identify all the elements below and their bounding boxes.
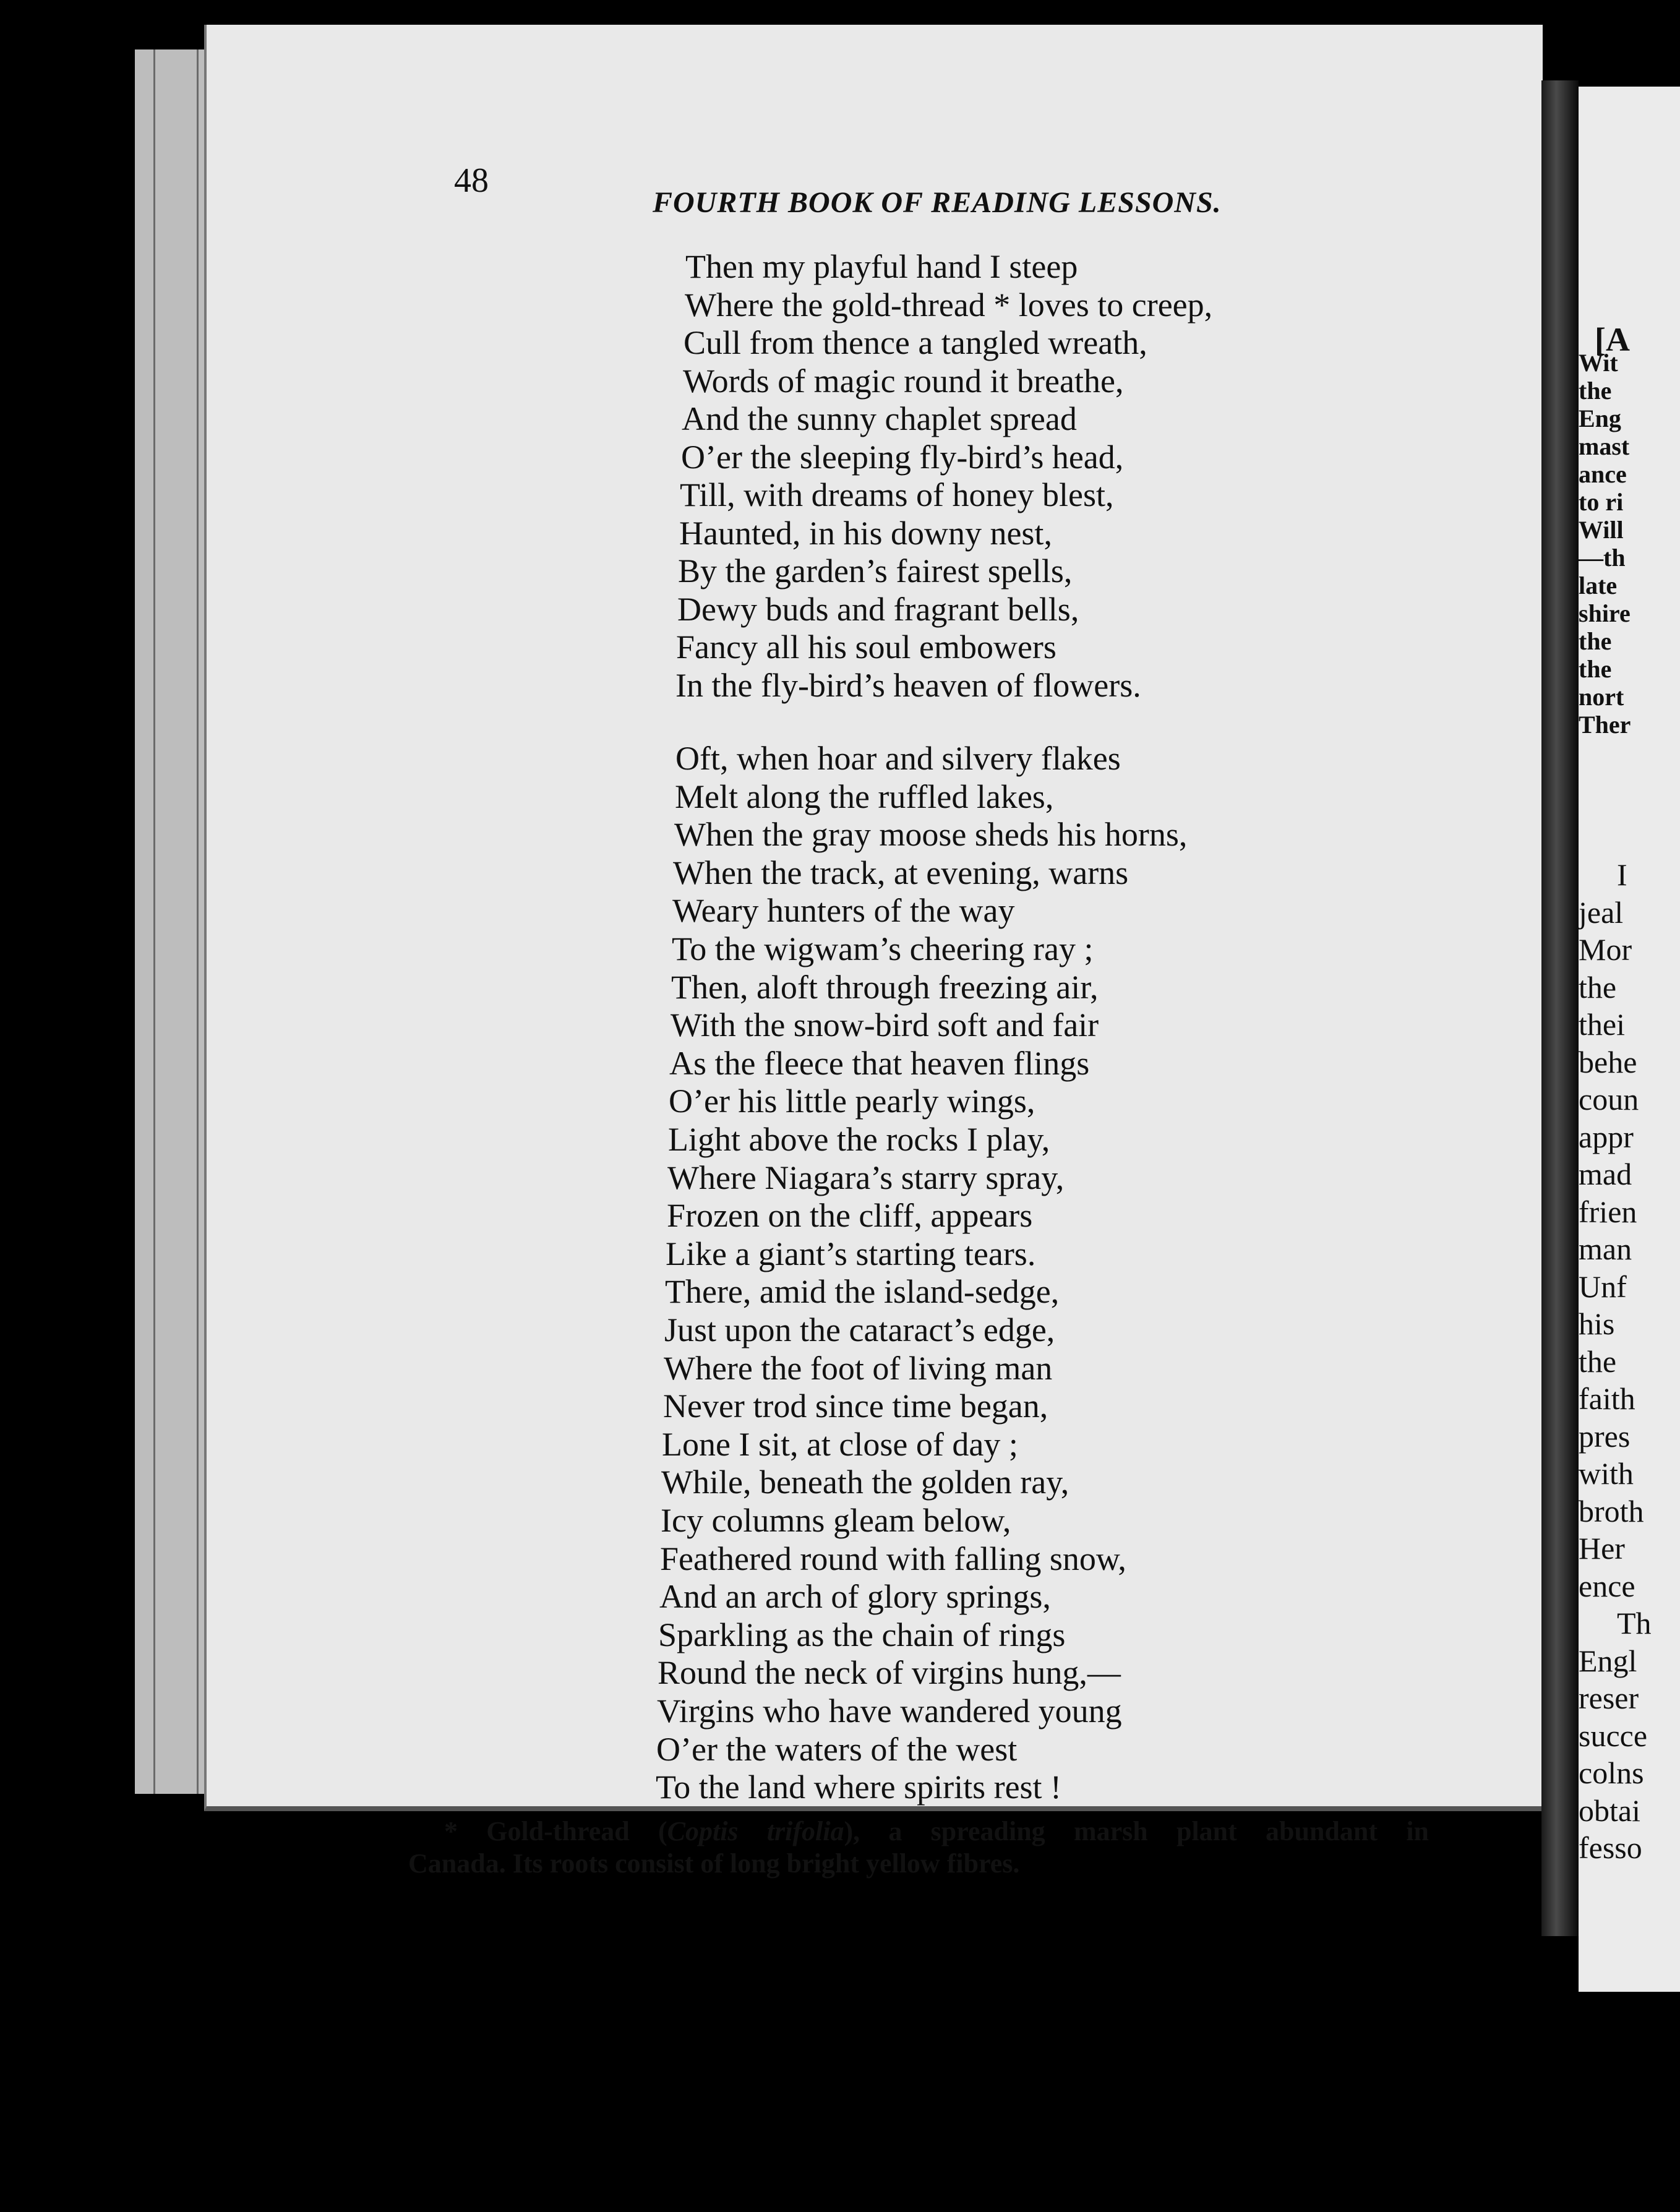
verse-line: O’er the sleeping fly-bird’s head, (681, 438, 1124, 476)
verse-line: Dewy buds and fragrant bells, (677, 590, 1079, 628)
verse-line: Then, aloft through freezing air, (671, 968, 1099, 1006)
facing-page-line: colns (1579, 1755, 1644, 1790)
footnote-marker: * Gold-thread (444, 1816, 630, 1846)
verse-line: Sparkling as the chain of rings (658, 1616, 1066, 1653)
facing-page-line: to ri (1579, 488, 1624, 516)
facing-page-line: reser (1579, 1681, 1639, 1715)
verse-line: O’er his little pearly wings, (669, 1082, 1035, 1120)
verse-line: Then my playful hand I steep (685, 248, 1078, 285)
verse-line: Words of magic round it breathe, (683, 362, 1124, 400)
verse-line: Where the foot of living man (664, 1349, 1053, 1387)
verse-line: By the garden’s fairest spells, (678, 552, 1073, 589)
footnote: * Gold-thread (Coptis trifolia), a spreading marsh plant abundant in Canada. Its roots consist of long bright yellow fibres. (408, 1816, 1429, 1879)
verse-line: Never trod since time began, (663, 1387, 1048, 1425)
facing-page-line: mast (1579, 432, 1630, 460)
facing-page-line: I (1617, 857, 1627, 892)
facing-page-line: appr (1579, 1119, 1634, 1154)
verse-line: While, beneath the golden ray, (661, 1464, 1069, 1501)
verse-line: And an arch of glory springs, (659, 1578, 1051, 1616)
verse-line: Melt along the ruffled lakes, (675, 778, 1054, 815)
page-number: 48 (454, 161, 489, 200)
facing-page-line: the (1579, 655, 1612, 683)
facing-page (1579, 87, 1680, 1992)
facing-page-line: Wit (1579, 349, 1618, 377)
facing-page-line: Will (1579, 516, 1624, 544)
facing-page-line: Mor (1579, 932, 1632, 967)
facing-page-line: [A (1595, 321, 1630, 358)
facing-page-line: man (1579, 1232, 1632, 1266)
facing-page-line: Th (1617, 1606, 1652, 1640)
verse-line: As the fleece that heaven flings (669, 1044, 1090, 1082)
facing-page-line: ance (1579, 460, 1627, 488)
verse-line: Till, with dreams of honey blest, (680, 476, 1114, 513)
footnote-line2: Canada. Its roots consist of long bright yellow fibres. (408, 1848, 1020, 1879)
footnote-latin-name: Coptis trifolia (667, 1816, 844, 1846)
verse-line: To the wigwam’s cheering ray ; (672, 930, 1094, 967)
facing-page-line: ence (1579, 1568, 1635, 1603)
facing-page-line: mad (1579, 1157, 1632, 1191)
verse-line: Feathered round with falling snow, (660, 1540, 1126, 1577)
verse-line: Fancy all his soul embowers (676, 628, 1056, 666)
verse-line: And the sunny chaplet spread (682, 400, 1077, 437)
facing-page-line: frien (1579, 1194, 1637, 1229)
facing-page-line: behe (1579, 1044, 1637, 1079)
running-title: FOURTH BOOK OF READING LESSONS. (653, 186, 1222, 219)
facing-page-line: shire (1579, 599, 1631, 627)
facing-page-line: the (1579, 627, 1612, 655)
facing-page-line: broth (1579, 1493, 1644, 1528)
facing-page-line: obtai (1579, 1793, 1640, 1828)
verse-line: Light above the rocks I play, (668, 1121, 1050, 1158)
verse-line: To the land where spirits rest ! (656, 1768, 1062, 1806)
facing-page-line: fesso (1579, 1830, 1642, 1865)
verse-line: Virgins who have wandered young (657, 1692, 1122, 1730)
verse-line: When the track, at evening, warns (673, 854, 1129, 891)
book-gutter (1541, 80, 1579, 1936)
verse-line: O’er the waters of the west (656, 1730, 1018, 1768)
verse-line: Haunted, in his downy nest, (679, 514, 1052, 552)
facing-page-line: the (1579, 377, 1612, 405)
facing-page-line: coun (1579, 1082, 1639, 1117)
facing-page-line: —th (1579, 544, 1626, 572)
verse-line: Just upon the cataract’s edge, (664, 1311, 1055, 1348)
verse-line: With the snow-bird soft and fair (671, 1006, 1099, 1044)
verse-line: Round the neck of virgins hung,— (658, 1654, 1121, 1692)
facing-page-line: jeal (1579, 894, 1624, 930)
facing-page-line: thei (1579, 1007, 1625, 1042)
verse-line: Like a giant’s starting tears. (666, 1235, 1036, 1272)
verse-line: Frozen on the cliff, appears (667, 1197, 1033, 1235)
verse-line: Weary hunters of the way (672, 892, 1015, 930)
verse-line: There, amid the island-sedge, (665, 1273, 1060, 1311)
facing-page-line: with (1579, 1456, 1634, 1491)
verse-line: When the gray moose sheds his horns, (674, 816, 1188, 854)
facing-page-line: his (1579, 1306, 1615, 1341)
verse-line: Cull from thence a tangled wreath, (684, 324, 1147, 361)
facing-page-line: late (1579, 572, 1618, 599)
facing-page-line: pres (1579, 1418, 1631, 1454)
footnote-line1: , a spreading marsh plant abundant in (853, 1816, 1429, 1846)
facing-page-line: Engl (1579, 1643, 1637, 1678)
verse-line: Oft, when hoar and silvery flakes (675, 740, 1121, 777)
facing-page-line: Her (1579, 1531, 1625, 1566)
verse-line: Where the gold-thread * loves to creep, (685, 286, 1213, 324)
facing-page-line: Unf (1579, 1269, 1627, 1304)
verse-line: In the fly-bird’s heaven of flowers. (675, 666, 1141, 704)
verse-line: Where Niagara’s starry spray, (667, 1159, 1065, 1196)
facing-page-line: succe (1579, 1718, 1648, 1753)
facing-page-line: faith (1579, 1381, 1635, 1416)
facing-page-line: the (1579, 969, 1617, 1005)
facing-page-line: Eng (1579, 405, 1621, 432)
verse-line: Lone I sit, at close of day ; (662, 1425, 1018, 1463)
facing-page-line: nort (1579, 683, 1624, 711)
verse-line: Icy columns gleam below, (661, 1502, 1011, 1539)
facing-page-line: the (1579, 1344, 1617, 1379)
facing-page-line: Ther (1579, 711, 1631, 739)
